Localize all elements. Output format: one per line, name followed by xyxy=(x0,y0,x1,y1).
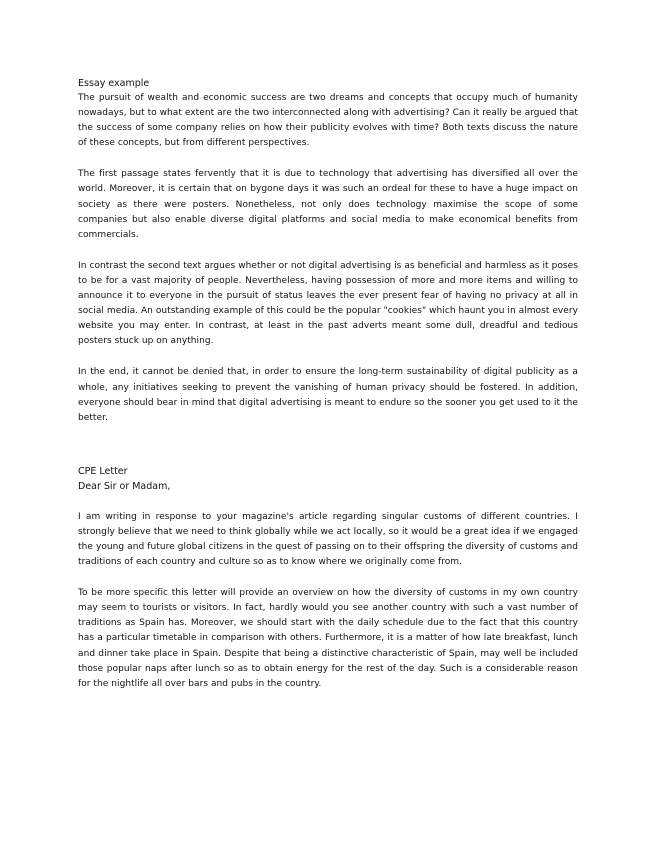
essay-title: Essay example xyxy=(78,78,150,89)
letter-title: CPE Letter xyxy=(78,465,128,477)
essay-paragraph-1: The pursuit of wealth and economic success are two dreams and concepts that occupy much of humanity nowadays, but to what extent are the two interconnected along with advertising? Can it really be argued that the success of some company relies on how their publicity evolves with time? Both texts discuss the nature of these concepts, but from different perspectives. xyxy=(78,93,578,149)
essay-paragraph-3: In contrast the second text argues whether or not digital advertising is as beneficial and harmless as it poses to be for a vast majority of people. Nevertheless, having possession of more and more items and willing to announce it to everyone in the pursuit of status leaves the ever present fear of having no privacy at all in social media. An outstanding example of this could be the popular "cookies" which haunt you in almost every website you may enter. In contrast, at least in the past adverts meant some dull, dreadful and tedious posters stuck up on anything. xyxy=(78,260,579,347)
letter-salutation: Dear Sir or Madam, xyxy=(78,480,171,492)
letter-paragraph-1: I am writing in response to your magazine's article regarding singular customs of different countries. I strongly believe that we need to think globally while we act locally, so it would be a great idea if we engaged the young and future global citizens in the quest of passing on to their offspring the diversity of customs and traditions of each country and culture so as to know where we originally come from. xyxy=(78,511,578,568)
essay-paragraph-2: The first passage states fervently that it is due to technology that advertising has diversified all over the world. Moreover, it is certain that on bygone days it was such an ordeal for these to have a huge impact on society as there were posters. Nonetheless, not only does technology maximise the scope of some companies but also enable diverse digital platforms and social media to make economical benefits from commercials. xyxy=(78,169,578,240)
essay-paragraph-4: In the end, it cannot be denied that, in order to ensure the long-term sustainability of digital publicity as a whole, any initiatives seeking to prevent the vanishing of human privacy should be fostered. In addition, everyone should bear in mind that digital advertising is meant to endure so the sooner you get used to it the better. xyxy=(78,367,578,423)
letter-paragraph-2: To be more specific this letter will provide an overview on how the diversity of customs in my own country may seem to tourists or visitors. In fact, hardly would you see another country with such a vast number of traditions as Spain has. Moreover, we should start with the daily schedule due to the fact that this country has a particular timetable in comparison with others. Furthermore, it is a matter of how late breakfast, lunch and dinner take place in Spain. Despite that being a distinctive characteristic of Spain, may well be included those popular naps after lunch so as to obtain energy for the rest of the day. Such is a considerable reason for the nightlife all over bars and pubs in the country. xyxy=(78,588,578,689)
page-content xyxy=(78,76,578,692)
